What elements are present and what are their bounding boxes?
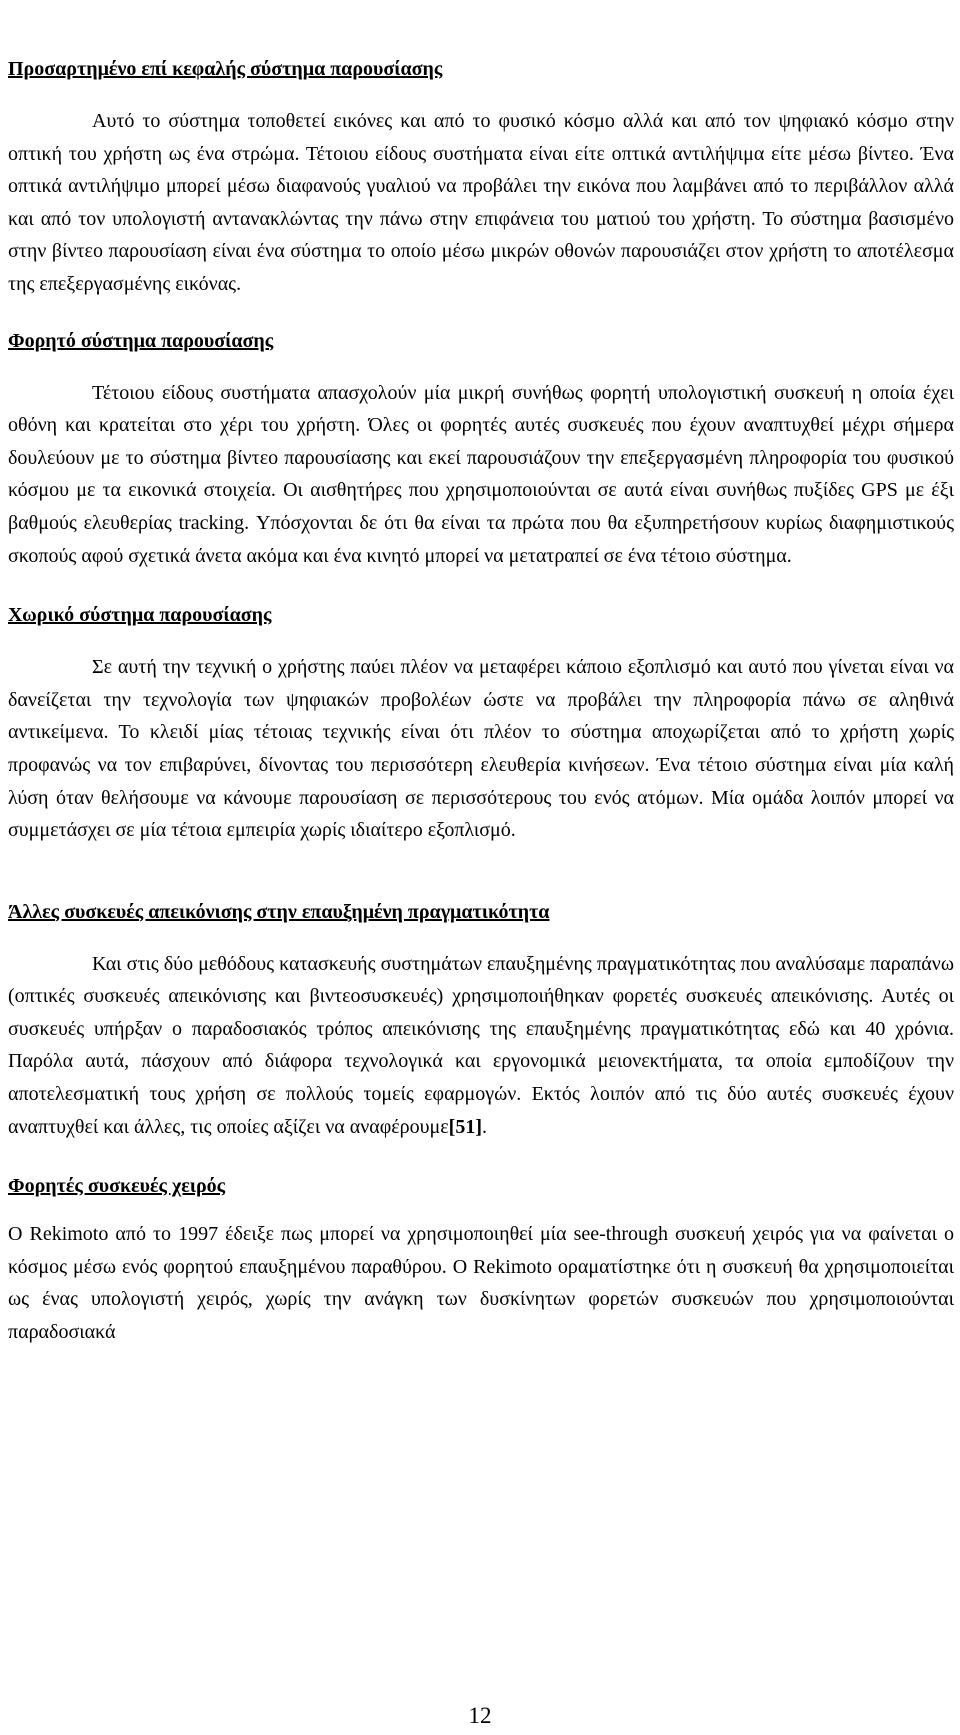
page-number: 12 [468, 1703, 492, 1728]
section-paragraph-handheld-devices: O Rekimoto από το 1997 έδειξε πως μπορεί να χρησιμοποιηθεί μία see-through συσκευή χειρός για να φαίνεται ο κόσμος μέσω ενός φορητού επαυξημένου παραθύρου. O Rekimoto οραματίστηκε ότι η συσκευή θα χρησιμοποιείται ως ένας υπολογιστή χειρός, χωρίς την ανάγκη των δυσκίνητων φορετών συσκευών που χρησιμοποιούνται παραδοσιακά [8, 1223, 954, 1344]
section-heading-handheld: Φορητό σύστημα παρουσίασης [8, 329, 274, 352]
section-heading-handheld-devices: Φορητές συσκευές χειρός [8, 1175, 226, 1198]
section-paragraph-head-mounted: Αυτό το σύστημα τοποθετεί εικόνες και από το φυσικό κόσμο αλλά και από τον ψηφιακό κόσμο στην οπτική του χρήστη ως ένα στρώμα. Τέτοιου είδους συστήματα είναι είτε οπτικά αντιλήψιμα είτε μέσω βίντεο. Ένα οπτικά αντιλήψιμο μπορεί μέσω διαφανούς γυαλιού να προβάλει την εικόνα που λαμβάνει από το περιβάλλον αλλά και από τον υπολογιστή αντανακλώντας την πάνω στην επιφάνεια του ματιού του χρήστη. Το σύστημα βασισμένο στην βίντεο παρουσίαση είναι ένα σύστημα το οποίο μέσω μικρών οθονών παρουσιάζει στον χρήστη το αποτέλεσμα της επεξεργασμένης εικόνας. [8, 110, 954, 295]
paragraph-text: Και στις δύο μεθόδους κατασκευής συστημάτων επαυξημένης πραγματικότητας που αναλύσαμε παραπάνω (οπτικές συσκευές απεικόνισης και βιντεοσυσκευές) χρησιμοποιήθηκαν φορετές συσκευές απεικόνισης. Αυτές οι συσκευές υπήρξαν ο παραδοσιακός τρόπος απεικόνισης της επαυξημένης πραγματικότητας εδώ και 40 χρόνια. Παρόλα αυτά, πάσχουν από διάφορα τεχνολογικά και εργονομικά μειονεκτήματα, τα οποία εμποδίζουν την αποτελεσματική τους χρήση σε πολλούς τομείς εφαρμογών. Εκτός λοιπόν από τις δύο αυτές συσκευές έχουν αναπτυχθεί και άλλες, τις οποίες αξίζει να αναφέρουμε [8, 952, 954, 1138]
section-paragraph-spatial: Σε αυτή την τεχνική ο χρήστης παύει πλέον να μεταφέρει κάποιο εξοπλισμό και αυτό που γίνεται είναι να δανείζεται την τεχνολογία των ψηφιακών προβολέων ώστε να προβάλει την πληροφορία πάνω σε αληθινά αντικείμενα. Το κλειδί μίας τέτοιας τεχνικής είναι ότι πλέον το σύστημα αποχωρίζεται από το χρήστη χωρίς προφανώς να τον επιβαρύνει, δίνοντας του περισσότερη ελευθερία κινήσεων. Ένα τέτοιο σύστημα είναι μία καλή λύση όταν θελήσουμε να κάνουμε παρουσίαση σε περισσότερους του ενός ατόμων. Μία ομάδα λοιπόν μπορεί να συμμετάσχει σε μία τέτοια εμπειρία χωρίς ιδιαίτερο εξοπλισμό. [8, 656, 954, 842]
document-page [8, 54, 954, 1349]
section-heading-other-devices: Άλλες συσκευές απεικόνισης στην επαυξημένη πραγματικότητα [8, 900, 550, 923]
paragraph-end: . [482, 1115, 487, 1138]
section-paragraph-other-devices [8, 948, 954, 1144]
section-heading-head-mounted: Προσαρτημένο επί κεφαλής σύστημα παρουσίασης [8, 58, 443, 80]
section-paragraph-handheld: Τέτοιου είδους συστήματα απασχολούν μία μικρή συνήθως φορητή υπολογιστική συσκευή η οποία έχει οθόνη και κρατείται στο χέρι του χρήστη. Όλες οι φορητές αυτές συσκευές που έχουν αναπτυχθεί μέχρι σήμερα δουλεύουν με το σύστημα βίντεο παρουσίασης και εκεί παρουσιάζουν την επεξεργασμένη πληροφορία του φυσικού κόσμου με τα εικονικά στοιχεία. Οι αισθητήρες που χρησιμοποιούνται σε αυτά είναι συνήθως πυξίδες GPS με έξι βαθμούς ελευθερίας tracking. Υπόσχονται δε ότι θα είναι τα πρώτα που θα εξυπηρετήσουν κυρίως διαφημιστικούς σκοπούς αφού σχετικά άνετα ακόμα και ένα κινητό μπορεί να μετατραπεί σε ένα τέτοιο σύστημα. [8, 381, 954, 567]
section-heading-spatial: Χωρικό σύστημα παρουσίασης [8, 604, 272, 627]
citation-reference: [51] [448, 1115, 482, 1138]
